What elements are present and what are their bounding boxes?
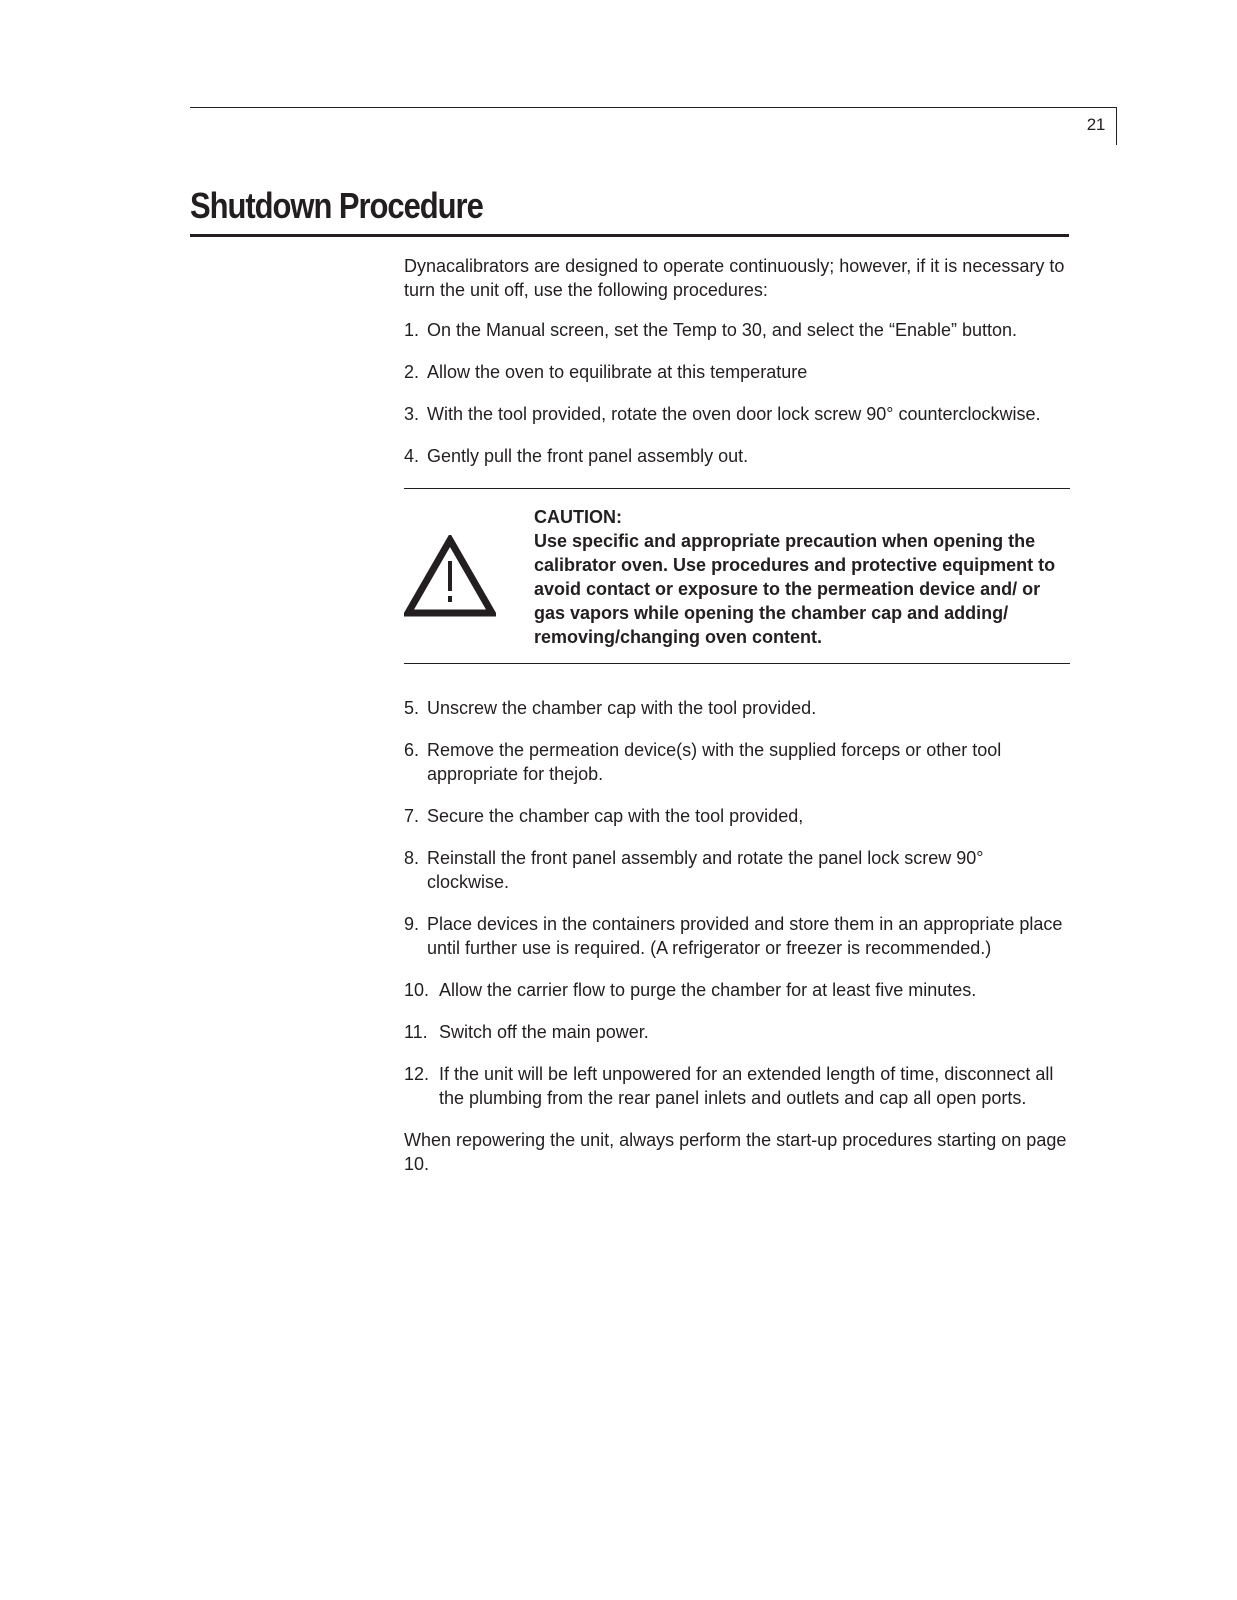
list-item xyxy=(404,1020,1070,1044)
list-item xyxy=(404,912,1070,960)
step-text: Allow the oven to equilibrate at this temperature xyxy=(427,362,808,382)
title-rule xyxy=(190,234,1069,237)
steps-list-after-caution xyxy=(404,696,1070,1110)
caution-box xyxy=(404,488,1070,664)
step-number: 5. xyxy=(404,698,420,718)
step-text: On the Manual screen, set the Temp to 30, and select the “Enable” button. xyxy=(427,320,1018,340)
list-item xyxy=(404,846,1070,894)
list-item xyxy=(404,318,1070,342)
step-number: 10. xyxy=(404,980,430,1000)
step-text: Reinstall the front panel assembly and rotate the panel lock screw 90° clockwise. xyxy=(427,848,984,892)
header-rule xyxy=(190,107,1117,108)
caution-title: CAUTION: xyxy=(534,507,622,527)
list-item xyxy=(404,738,1070,786)
step-text: Unscrew the chamber cap with the tool provided. xyxy=(427,698,817,718)
warning-triangle-icon xyxy=(404,535,496,617)
page-number: 21 xyxy=(1086,115,1105,134)
steps-list-before-caution xyxy=(404,318,1070,468)
step-number: 6. xyxy=(404,740,420,760)
step-text: Allow the carrier flow to purge the chamber for at least five minutes. xyxy=(439,980,977,1000)
step-number: 1. xyxy=(404,320,420,340)
step-text: Remove the permeation device(s) with the supplied forceps or other tool appropriate for thejob. xyxy=(427,740,1002,784)
intro-paragraph: Dynacalibrators are designed to operate continuously; however, if it is necessary to turn the unit off, use the following procedures: xyxy=(404,256,1065,300)
step-text: Place devices in the containers provided and store them in an appropriate place until further use is required. (A refrigerator or freezer is recommended.) xyxy=(427,914,1063,958)
step-number: 4. xyxy=(404,446,420,466)
step-number: 8. xyxy=(404,848,420,868)
caution-text: Use specific and appropriate precaution when opening the calibrator oven. Use procedures and protective equipment to avoid contact or exposure to the permeation device and/ or gas vapors while opening the chamber cap and adding/ removing/changing oven content. xyxy=(534,531,1056,647)
list-item xyxy=(404,1062,1070,1110)
step-number: 3. xyxy=(404,404,420,424)
list-item xyxy=(404,402,1070,426)
step-number: 11. xyxy=(404,1022,428,1042)
list-item xyxy=(404,804,1070,828)
step-number: 12. xyxy=(404,1064,430,1084)
step-text: Switch off the main power. xyxy=(439,1022,649,1042)
step-number: 9. xyxy=(404,914,420,934)
page-title: Shutdown Procedure xyxy=(190,185,483,226)
outro-paragraph: When repowering the unit, always perform the start-up procedures starting on page 10. xyxy=(404,1130,1067,1174)
step-text: With the tool provided, rotate the oven door lock screw 90° counterclockwise. xyxy=(427,404,1041,424)
step-text: If the unit will be left unpowered for an extended length of time, disconnect all the plumbing from the rear panel inlets and outlets and cap all open ports. xyxy=(439,1064,1054,1108)
list-item xyxy=(404,360,1070,384)
main-content xyxy=(404,254,1070,1176)
step-text: Gently pull the front panel assembly out. xyxy=(427,446,749,466)
list-item xyxy=(404,444,1070,468)
list-item xyxy=(404,978,1070,1002)
step-text: Secure the chamber cap with the tool provided, xyxy=(427,806,804,826)
list-item xyxy=(404,696,1070,720)
step-number: 7. xyxy=(404,806,420,826)
header-tick xyxy=(1116,107,1117,145)
step-number: 2. xyxy=(404,362,420,382)
